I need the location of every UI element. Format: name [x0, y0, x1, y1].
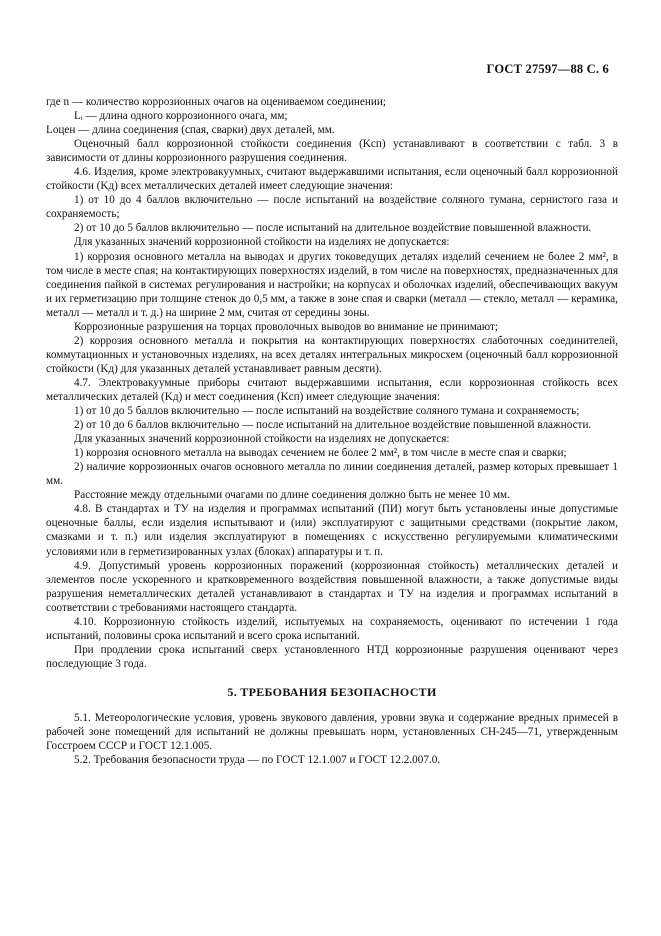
paragraph-p-4-8: 4.8. В стандартах и ТУ на изделия и программах испытаний (ПИ) могут быть установлены иные допустимые оценочные баллы, если изделия испытывают и (или) эксплуатируют с защитными средствами (покрытие лаком, смазками и т. п.) или изделия эксплуатируют в помещениях с искусственно регулируемыми климатическими условиями или в герметизированных узлах (блоках) аппаратуры и т. п. [46, 503, 618, 558]
paragraph-5-2: 5.2. Требования безопасности труда — по ГОСТ 12.1.007 и ГОСТ 12.2.007.0. [74, 754, 441, 767]
paragraph-p-4-6-torc: Коррозионные разрушения на торцах проволочных выводов во внимание не принимают; [74, 320, 498, 333]
paragraph-p-4-9: 4.9. Допустимый уровень коррозионных поражений (коррозионная стойкость) металлических деталей и элементов после ускоренного и кратковременного воздействия повышенной влажности, а также допустимые виды разрушения неметаллических деталей устанавливают в стандартах и ТУ на изделия и программах испытаний в соответствии с требованиями настоящего стандарта. [46, 559, 618, 614]
paragraph-list [46, 95, 618, 671]
paragraph-legend-loc: Lоцен — длина соединения (спая, сварки) двух деталей, мм. [46, 124, 335, 137]
paragraph-p-4-7-na-1: 1) коррозия основного металла на выводах сечением не более 2 мм², в том числе в месте спая и сварки; [74, 447, 567, 460]
paragraph-p-4-7-na-2: 2) наличие коррозионных очагов основного металла по линии соединения деталей, размер которых превышает 1 мм. [46, 461, 618, 488]
page-header: ГОСТ 27597—88 С. 6 [486, 62, 609, 76]
paragraph-p-4-7-1: 1) от 10 до 5 баллов включительно — после испытаний на воздействие соляного тумана и сохраняемость; [74, 405, 580, 418]
paragraph-p-4-6-na-1: 1) коррозия основного металла на выводах и других токоведущих деталях изделий сечением не более 2 мм², в том числе в месте спая; на контактирующих поверхностях изделий, в том числе на поверхностях, предназначенных для соединения пайкой в системах регулирования и настройки; на корпусах и оболочках изделий, обеспечивающих вакуум и их герметизацию при толщине стенок до 0,5 мм, а также в зоне спая и сварки (металл — стекло, металл — керамика, металл — металл и т. д.) на ширине 2 мм, считая от середины зоны. [46, 250, 618, 319]
paragraph-p-4-7-dist: Расстояние между отдельными очагами по длине соединения должно быть не менее 10 мм. [74, 489, 510, 502]
paragraph-p-4-10-b: При продлении срока испытаний сверх установленного НТД коррозионные разрушения оценивают через последующие 3 года. [46, 643, 618, 670]
paragraph-p-4-10: 4.10. Коррозионную стойкость изделий, испытуемых на сохраняемость, оценивают по истечении 1 года испытаний, половины срока испытаний и всего срока испытаний. [46, 615, 618, 642]
paragraph-p-4-6: 4.6. Изделия, кроме электровакуумных, считают выдержавшими испытания, если оценочный балл коррозионной стойкости (Kд) всех металлических деталей имеет следующие значения: [46, 166, 618, 193]
paragraph-legend-li: Lᵢ — длина одного коррозионного очага, мм; [74, 110, 288, 123]
section-title: 5. ТРЕБОВАНИЯ БЕЗОПАСНОСТИ [227, 684, 437, 699]
paragraph-p-4-7-2: 2) от 10 до 6 баллов включительно — после испытаний на длительное воздействие повышенной влажности. [74, 419, 592, 432]
paragraph-p-4-6-na-2: 2) коррозия основного металла и покрытия на контактирующих поверхностях слаботочных соединителей, коммутационных и установочных изделиях, на всех деталях интегральных микросхем (оценочный балл коррозионной стойкости (Kд) для указанных деталей устанавливает равным десяти). [46, 334, 618, 375]
paragraph-5-1: 5.1. Метеорологические условия, уровень звукового давления, уровни звука и содержание вредных примесей в рабочей зоне помещений для испытаний не должны превышать норм, установленных СН-245—71, утвержденным Госстроем СССР и ГОСТ 12.1.005. [46, 711, 618, 753]
paragraph-p-4-7: 4.7. Электровакуумные приборы считают выдержавшими испытания, если коррозионная стойкость всех металлических деталей (Kд) и мест соединения (Kсп) имеет следующие значения: [46, 376, 618, 403]
paragraph-p-ksp: Оценочный балл коррозионной стойкости соединения (Kсп) устанавливают в соответствии с табл. 3 в зависимости от длины коррозионного разрушения соединения. [46, 138, 618, 165]
paragraph-p-4-6-2: 2) от 10 до 5 баллов включительно — после испытаний на длительное воздействие повышенной влажности. [74, 222, 592, 235]
document-body [46, 95, 618, 767]
paragraph-p-4-7-na: Для указанных значений коррозионной стойкости на изделиях не допускается: [74, 433, 450, 446]
paragraph-p-4-6-na: Для указанных значений коррозионной стойкости на изделиях не допускается: [74, 236, 450, 249]
paragraph-legend-n: где n — количество коррозионных очагов на оцениваемом соединении; [46, 96, 386, 108]
paragraph-p-4-6-1: 1) от 10 до 4 баллов включительно — после испытаний на воздействие соляного тумана, сернистого газа и сохраняемость; [46, 194, 618, 221]
